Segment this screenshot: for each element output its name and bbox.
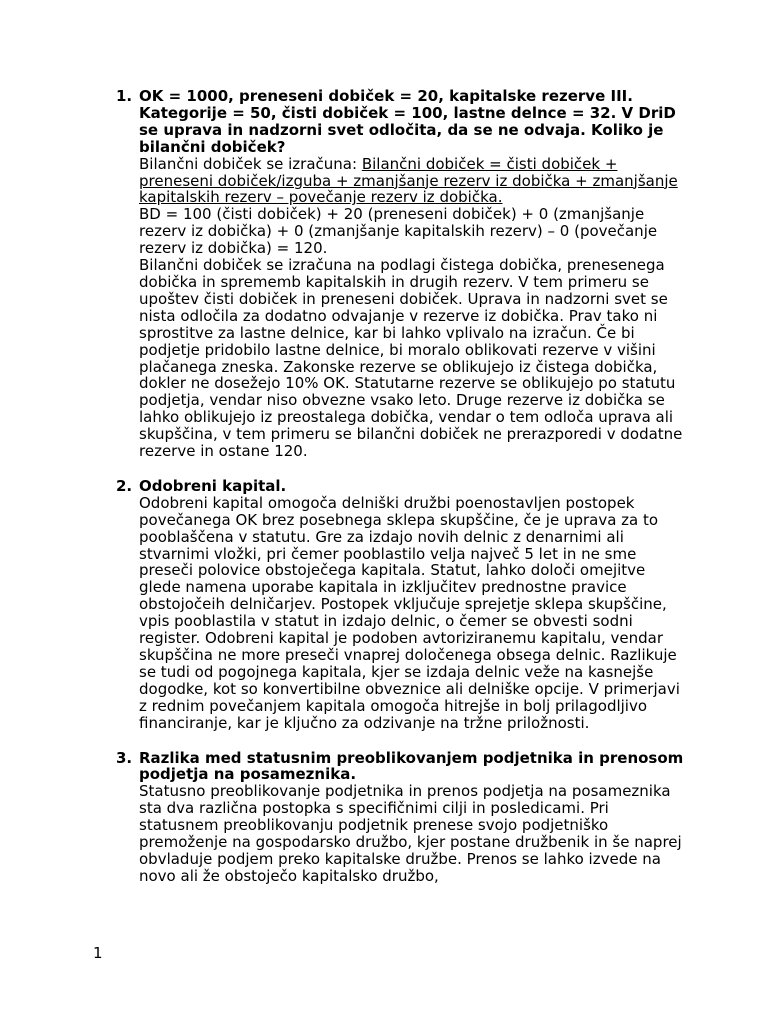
explanation-paragraph: Bilančni dobiček se izračuna na podlagi čistega dobička, prenesenega dobička in sprememb kapitalskih in drugih rezerv. V tem primeru se upoštev čisti dobiček in preneseni dobiček. Uprava in nadzorni svet se nista odločila za dodatno odvajanje v rezerve iz dobička. Prav tako ni sprostitve za lastne delnice, kar bi lahko vplivalo na izračun. Če bi podjetje pridobilo lastne delnice, bi moralo oblikovati rezerve v višini plačanega zneska. Zakonske rezerve se oblikujejo iz čistega dobička, dokler ne dosežejo 10% OK. Statutarne rezerve se oblikujejo po statutu podjetja, vendar niso obvezne vsako leto. Druge rezerve iz dobička se lahko oblikujejo iz preostalega dobička, vendar o tem odloča uprava ali skupščina, v tem primeru se bilančni dobiček ne prerazporedi v dodatne rezerve in ostane 120. bbox=[139, 256, 683, 461]
item-number: 3. bbox=[116, 748, 133, 767]
question-heading: OK = 1000, preneseni dobiček = 20, kapitalske rezerve III. Kategorije = 50, čisti dobiček = 100, lastne delnce = 32. V DriD se uprava in nadzorni svet odločita, da se ne odvaja. Koliko je bilančni dobiček? bbox=[139, 87, 676, 156]
document-body bbox=[116, 88, 688, 885]
spacer bbox=[116, 732, 688, 750]
item-number: 2. bbox=[116, 476, 133, 495]
formula-paragraph bbox=[139, 156, 688, 207]
calculation-paragraph: BD = 100 (čisti dobiček) + 20 (preneseni dobiček) + 0 (zmanjšanje rezerv iz dobička) + 0 (zmanjšanje kapitalskih rezerv) – 0 (povečanje rezerv iz dobička) = 120. bbox=[139, 205, 658, 258]
item-number: 1. bbox=[116, 87, 133, 105]
question-heading: Odobreni kapital. bbox=[139, 476, 287, 495]
page-number: 1 bbox=[93, 944, 103, 962]
list-item-1 bbox=[116, 88, 688, 460]
answer-paragraph: Statusno preoblikovanje podjetnika in prenos podjetja na posameznika sta dva različna postopka s specifičnimi cilji in posledicami. Pri statusnem preoblikovanju podjetnik prenese svojo podjetniško premoženje na gospodarsko družbo, kjer postane družbenik in še naprej obvladuje podjem preko kapitalske družbe. Prenos se lahko izvede na novo ali že obstoječo kapitalsko družbo, bbox=[139, 782, 682, 885]
answer-paragraph: Odobreni kapital omogoča delniški družbi poenostavljen postopek povečanega OK brez posebnega sklepa skupščine, če je uprava za to pooblaščena v statutu. Gre za izdajo novih delnic z denarnimi ali stvarnimi vložki, pri čemer pooblastilo velja največ 5 let in ne sme preseči polovice obstoječega kapitala. Statut, lahko določi omejitve glede namena uporabe kapitala in izključitev prednostne pravice obstojočeih delničarjev. Postopek vključuje sprejetje sklepa skupščine, vpis pooblastila v statut in izdajo delnic, o čemer se obvesti sodni register. Odobreni kapital je podoben avtoriziranemu kapitalu, vendar skupščina ne more preseči vnaprej določenega obsega delnic. Razlikuje se tudi od pogojnega kapitala, kjer se izdaja delnic veže na kasnejše dogodke, kot so konvertibilne obveznice ali delniške opcije. V primerjavi z rednim povečanjem kapitala omogoča hitrejše in bolj prilagodljivo financiranje, kar je ključno za odzivanje na tržne priložnosti. bbox=[139, 493, 680, 732]
question-heading: Razlika med statusnim preoblikovanjem podjetnika in prenosom podjetja na posameznika. bbox=[139, 748, 684, 784]
list-item-3 bbox=[116, 750, 688, 885]
spacer bbox=[116, 460, 688, 478]
list-item-2 bbox=[116, 478, 688, 732]
formula-text: Bilančni dobiček = čisti dobiček + preneseni dobiček/izguba + zmanjšanje rezerv iz dobička + zmanjšanje kapitalskih rezerv – povečanje rezerv iz dobička. bbox=[139, 154, 678, 207]
formula-lead: Bilančni dobiček se izračuna: bbox=[139, 154, 362, 173]
